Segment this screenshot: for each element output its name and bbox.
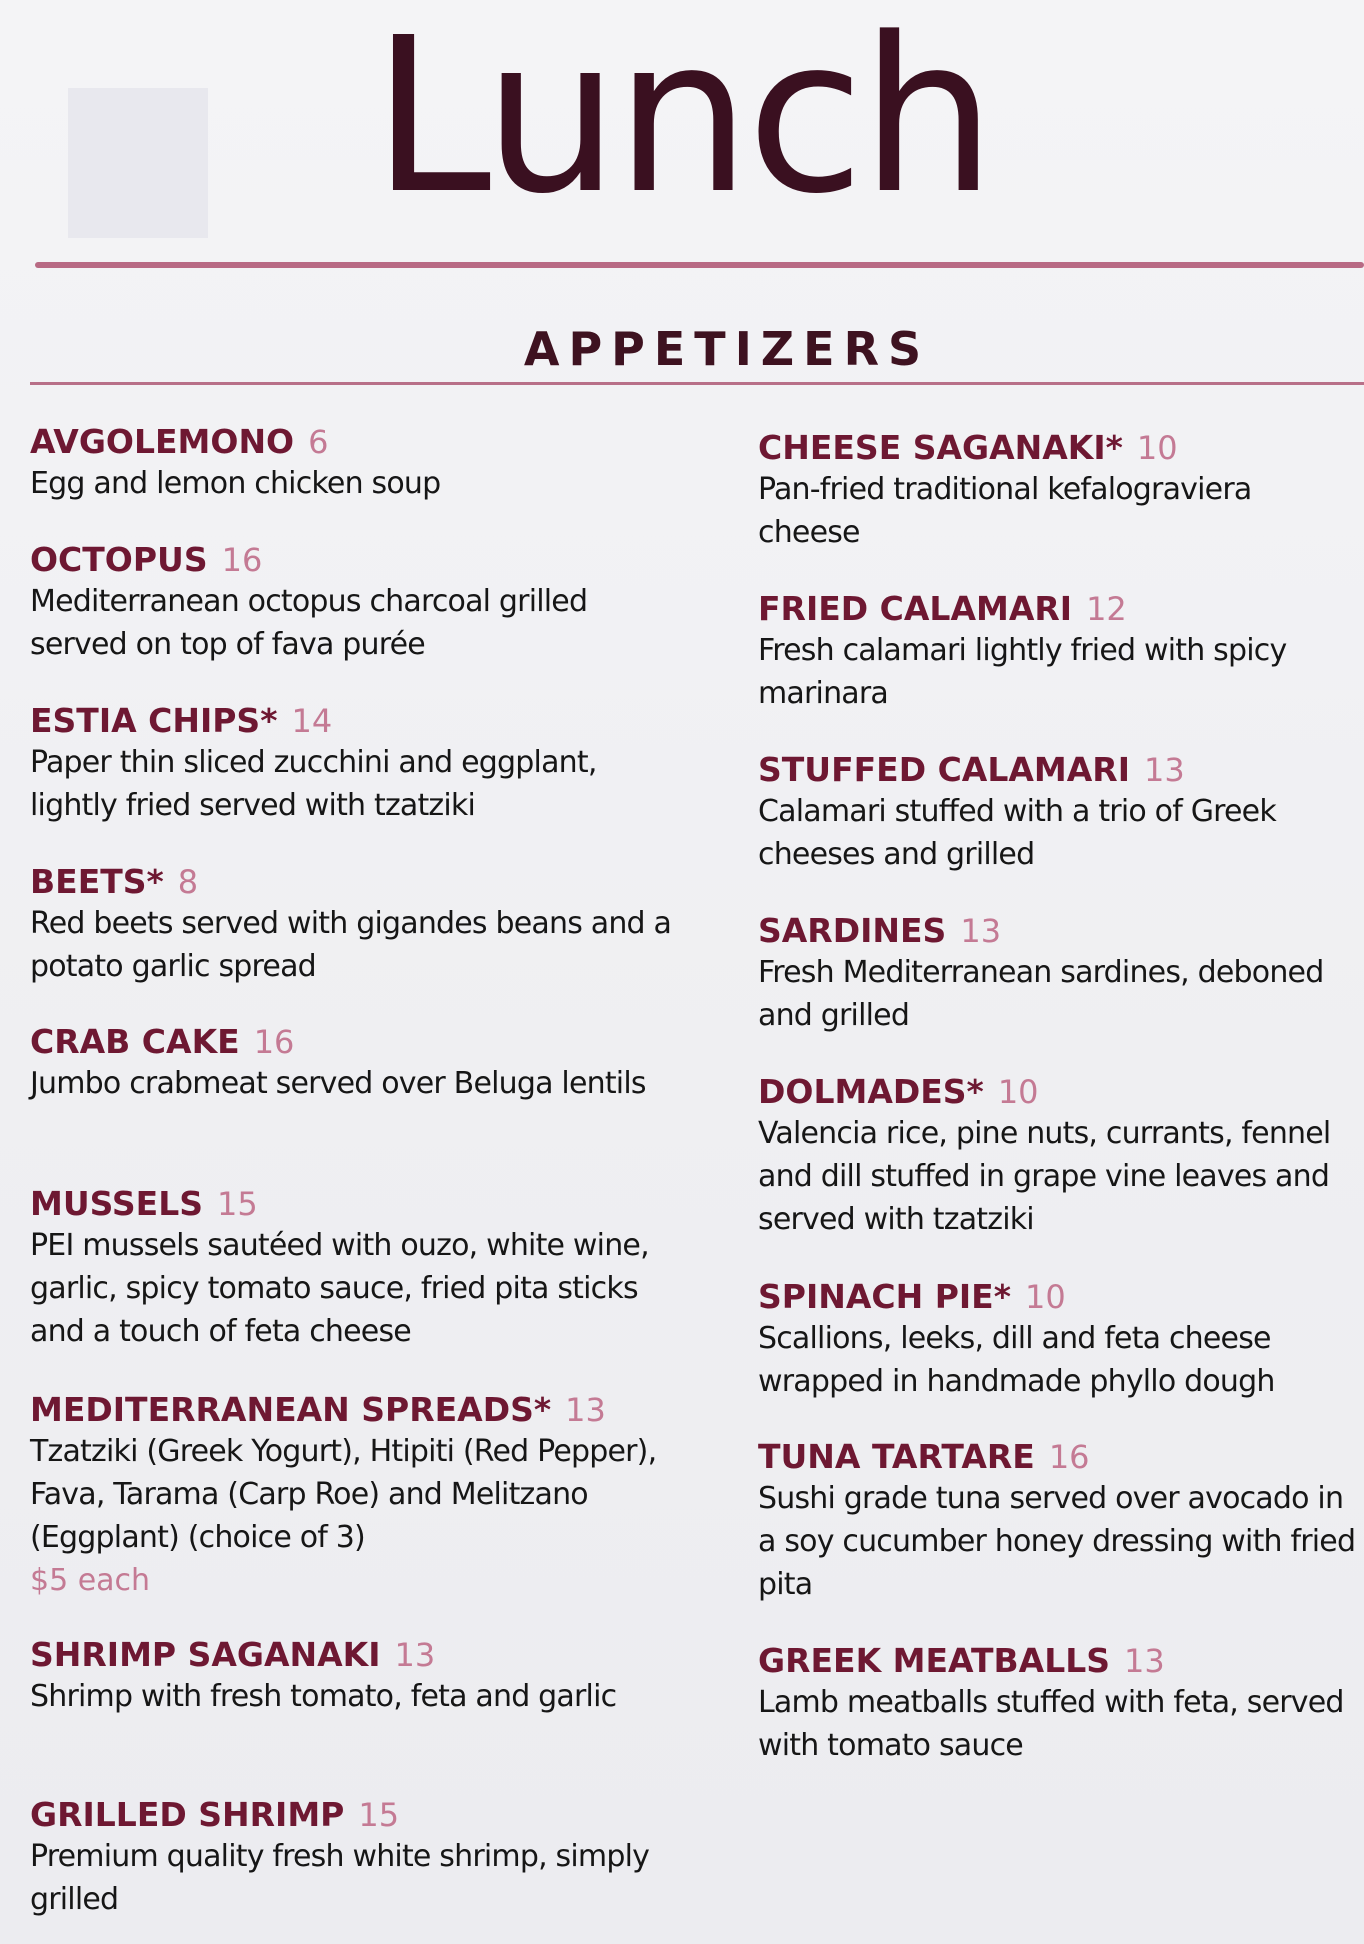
item-name: STUFFED CALAMARI — [758, 750, 1130, 789]
item-price: 16 — [253, 1023, 295, 1061]
item-description: Egg and lemon chicken soup — [30, 466, 441, 501]
item-description: Mediterranean octopus charcoal grilled served on top of fava purée — [30, 584, 588, 662]
item-price: 15 — [358, 1796, 400, 1834]
item-price: 10 — [997, 1073, 1039, 1111]
item-description: Valencia rice, pine nuts, currants, fennel and dill stuffed in grape vine leaves and served with tzatziki — [758, 1116, 1331, 1237]
item-name: GRILLED SHRIMP — [30, 1795, 345, 1834]
section-divider — [30, 382, 1364, 385]
menu-item — [30, 701, 690, 827]
item-description: Red beets served with gigandes beans and a potato garlic spread — [30, 906, 672, 984]
menu-item — [758, 1072, 1358, 1241]
item-description: Sushi grade tuna served over avocado in a soy cucumber honey dressing with fried pita — [758, 1481, 1356, 1602]
menu-item — [758, 1277, 1358, 1403]
menu-item — [30, 862, 690, 988]
menu-item — [758, 428, 1358, 554]
menu-item — [758, 750, 1358, 876]
item-price: 10 — [1136, 429, 1178, 467]
item-price: 6 — [308, 423, 329, 461]
item-description: Shrimp with fresh tomato, feta and garlic — [30, 1679, 617, 1714]
item-price: 8 — [177, 863, 199, 901]
item-description: Fresh calamari lightly fried with spicy marinara — [758, 633, 1287, 711]
item-price: 13 — [394, 1636, 436, 1674]
item-description: Tzatziki (Greek Yogurt), Htipiti (Red Pepper), Fava, Tarama (Carp Roe) and Melitzano (Eggplant) (choice of 3) — [30, 1434, 657, 1555]
menu-item — [30, 1795, 690, 1921]
item-description: Fresh Mediterranean sardines, deboned and grilled — [758, 955, 1324, 1033]
item-description: Jumbo crabmeat served over Beluga lentils — [30, 1066, 646, 1101]
item-description: Lamb meatballs stuffed with feta, served with tomato sauce — [758, 1685, 1344, 1763]
menu-item — [30, 1184, 690, 1353]
menu-item — [30, 540, 690, 666]
item-description: Calamari stuffed with a trio of Greek cheeses and grilled — [758, 794, 1276, 872]
item-description: Scallions, leeks, dill and feta cheese wrapped in handmade phyllo dough — [758, 1321, 1275, 1399]
item-price: 16 — [1048, 1438, 1090, 1476]
item-extra-price: $5 each — [30, 1563, 151, 1598]
item-price: 13 — [565, 1391, 606, 1429]
item-description: PEI mussels sautéed with ouzo, white wine, garlic, spicy tomato sauce, fried pita sticks and a touch of feta cheese — [30, 1228, 649, 1349]
item-name: DOLMADES* — [758, 1072, 984, 1111]
item-name: SARDINES — [758, 911, 947, 950]
item-name: FRIED CALAMARI — [758, 589, 1073, 628]
item-price: 12 — [1086, 590, 1127, 628]
menu-title: Lunch — [371, 0, 992, 241]
item-name: MUSSELS — [30, 1184, 204, 1223]
item-name: CHEESE SAGANAKI* — [758, 428, 1123, 467]
menu-item — [758, 1641, 1358, 1767]
item-price: 13 — [960, 912, 1002, 950]
item-name: BEETS* — [30, 862, 164, 901]
menu-item — [30, 422, 690, 505]
item-name: TUNA TARTARE — [758, 1437, 1035, 1476]
item-name: MEDITERRANEAN SPREADS* — [30, 1390, 552, 1429]
menu-item — [30, 1635, 690, 1718]
section-heading: APPETIZERS — [523, 322, 931, 376]
item-name: AVGOLEMONO — [30, 422, 295, 461]
item-price: 16 — [221, 541, 263, 579]
menu-item — [758, 589, 1358, 715]
item-name: OCTOPUS — [30, 540, 208, 579]
item-price: 13 — [1143, 751, 1185, 789]
item-name: SHRIMP SAGANAKI — [30, 1635, 381, 1674]
item-name: CRAB CAKE — [30, 1022, 240, 1061]
item-price: 14 — [291, 702, 333, 740]
menu-item — [30, 1390, 690, 1602]
item-name: SPINACH PIE* — [758, 1277, 1011, 1316]
item-price: 13 — [1124, 1642, 1165, 1680]
menu-item — [758, 911, 1358, 1037]
title-divider — [35, 262, 1364, 268]
item-name: GREEK MEATBALLS — [758, 1641, 1111, 1680]
item-name: ESTIA CHIPS* — [30, 701, 278, 740]
menu-item — [758, 1437, 1358, 1606]
menu-item — [30, 1022, 690, 1105]
item-description: Premium quality fresh white shrimp, simply grilled — [30, 1839, 650, 1917]
item-description: Pan-fried traditional kefalograviera cheese — [758, 472, 1252, 550]
item-description: Paper thin sliced zucchini and eggplant, lightly fried served with tzatziki — [30, 745, 597, 823]
item-price: 10 — [1024, 1278, 1066, 1316]
item-price: 15 — [217, 1185, 258, 1223]
